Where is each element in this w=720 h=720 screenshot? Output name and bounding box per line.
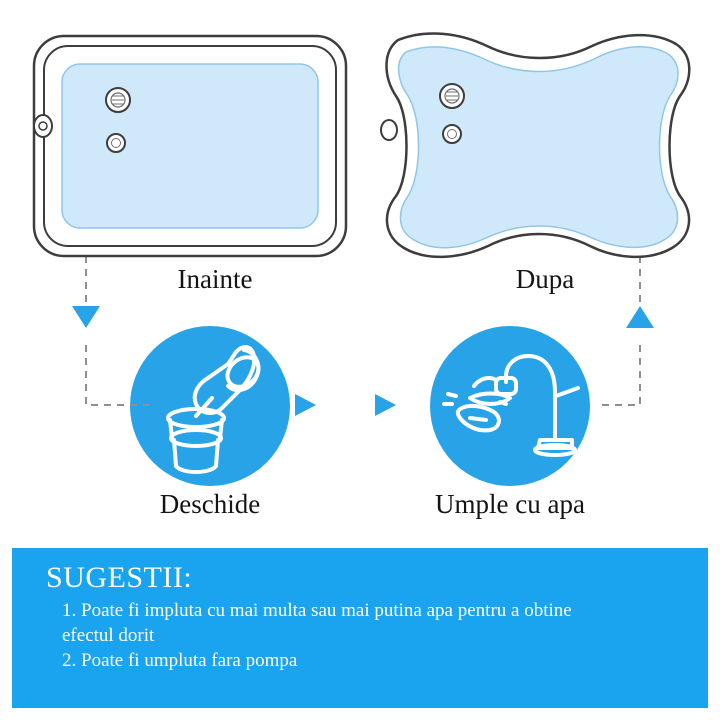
mat-label-before: Inainte	[177, 264, 253, 294]
mat-before	[34, 36, 346, 256]
tip-line-1: 1. Poate fi impluta cu mai multa sau mai putina apa pentru a obtine	[62, 600, 572, 621]
arrow-right-to-fill-icon	[295, 394, 316, 416]
step-label-open: Deschide	[159, 489, 261, 519]
arrow-right-open-to-fill-icon	[375, 394, 396, 416]
arrow-down-left-icon	[72, 306, 100, 328]
mat-after	[381, 33, 689, 256]
tip-line-2: 2. Poate fi umpluta fara pompa	[62, 650, 298, 671]
step-label-fill: Umple cu apa	[435, 489, 585, 519]
arrow-up-right-icon	[626, 306, 654, 328]
tips-title: SUGESTII:	[46, 561, 193, 594]
tip-line-1-continuation: efectul dorit	[62, 625, 155, 646]
dash-left-to-open	[86, 345, 155, 405]
arrow-heads	[72, 306, 654, 416]
mat-label-after: Dupa	[515, 264, 575, 294]
dash-right-to-fill	[600, 345, 640, 405]
breast-pump-icon	[168, 347, 264, 472]
dashed-connectors	[86, 256, 640, 405]
faucet-icon	[444, 356, 578, 455]
